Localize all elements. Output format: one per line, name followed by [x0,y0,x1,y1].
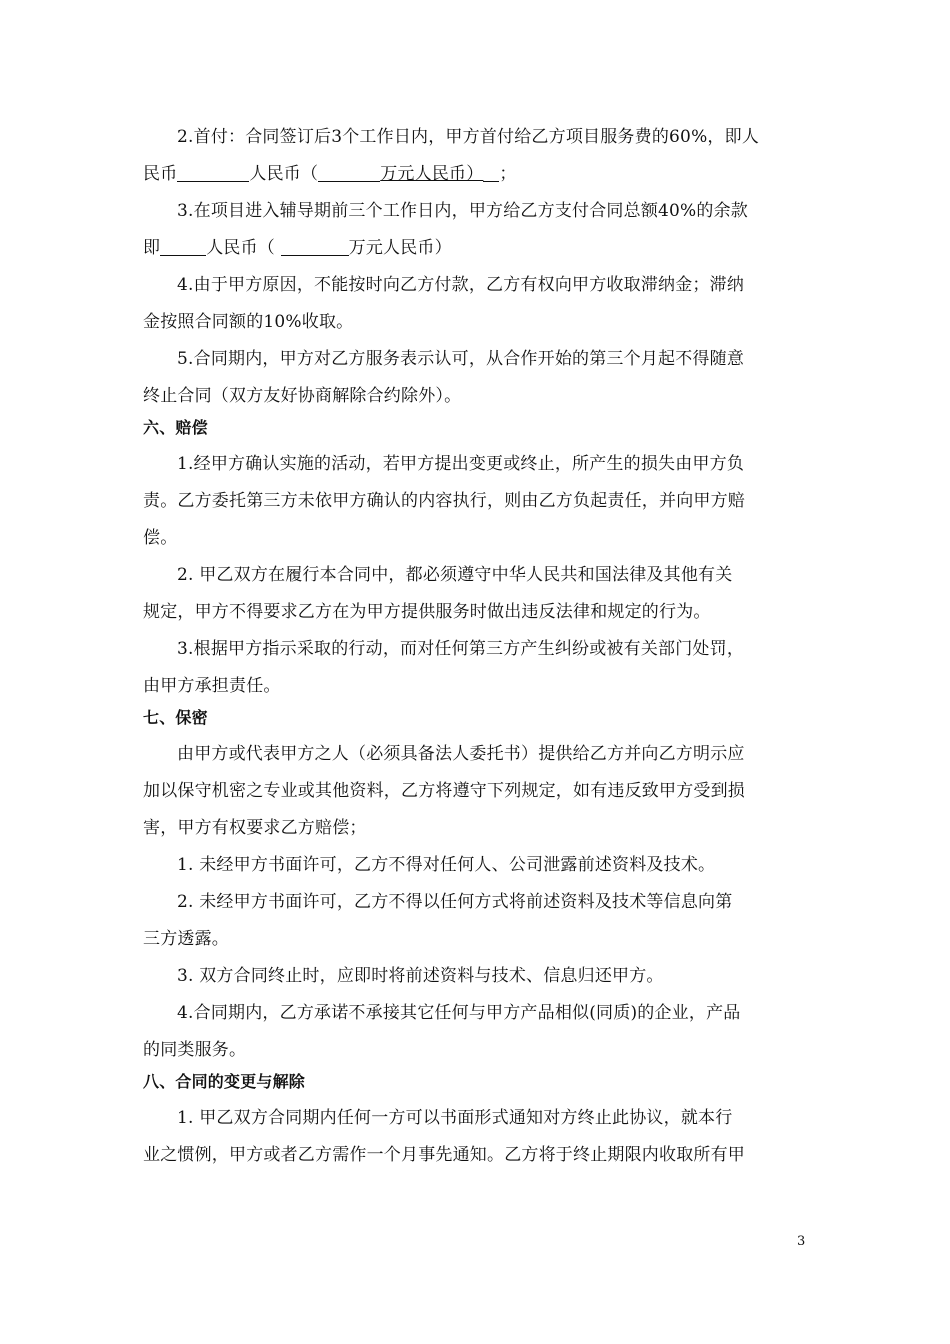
clause-7-2-line-2: 三方透露。 [143,929,229,949]
clause-6-3-line-1: 3.根据甲方指示采取的行动，而对任何第三方产生纠纷或被有关部门处罚， [177,639,745,659]
clause-5-3-line-2 [143,237,452,259]
clause-6-3-line-2: 由甲方承担责任。 [143,676,281,696]
text: 即 [143,238,161,258]
clause-6-1-line-1: 1.经甲方确认实施的活动，若甲方提出变更或终止，所产生的损失由甲方负 [177,454,745,474]
clause-8-1-line-2: 业之惯例，甲方或者乙方需作一个月事先通知。乙方将于终止期限内收取所有甲 [143,1145,745,1165]
clause-5-3-line-1: 3.在项目进入辅导期前三个工作日内，甲方给乙方支付合同总额40%的余款 [177,201,749,221]
clause-7-intro-line-3: 害，甲方有权要求乙方赔偿； [143,818,367,838]
clause-6-1-line-3: 偿。 [143,528,178,548]
amount-blank [483,163,499,182]
amount-blank [318,163,380,182]
clause-7-1-line-1: 1. 未经甲方书面许可，乙方不得对任何人、公司泄露前述资料及技术。 [177,855,716,875]
clause-7-4-line-2: 的同类服务。 [143,1040,247,1060]
text: 万元人民币） [348,238,452,258]
amount-blank [177,163,249,182]
section-heading-confidentiality: 七、保密 [143,708,208,727]
clause-7-3-line-1: 3. 双方合同终止时，应即时将前述资料与技术、信息归还甲方。 [177,966,664,986]
text: 人民币（ [206,238,276,258]
section-heading-compensation: 六、赔偿 [143,418,208,437]
clause-6-2-line-2: 规定，甲方不得要求乙方在为甲方提供服务时做出违反法律和规定的行为。 [143,602,711,622]
text: 民币 [143,164,178,184]
text: 万元人民币） [380,164,484,184]
clause-7-2-line-1: 2. 未经甲方书面许可，乙方不得以任何方式将前述资料及技术等信息向第 [177,892,733,912]
clause-6-1-line-2: 责。乙方委托第三方未依甲方确认的内容执行，则由乙方负起责任，并向甲方赔 [143,491,745,511]
clause-6-2-line-1: 2. 甲乙双方在履行本合同中，都必须遵守中华人民共和国法律及其他有关 [177,565,733,585]
clause-5-2-line-1: 2.首付：合同签订后3个工作日内，甲方首付给乙方项目服务费的60%，即人 [177,127,760,147]
clause-5-2-line-2 [143,163,517,185]
amount-blank [160,237,206,256]
clause-5-5-line-2: 终止合同（双方友好协商解除合约除外）。 [143,386,462,406]
clause-5-4-line-1: 4.由于甲方原因，不能按时向乙方付款，乙方有权向甲方收取滞纳金；滞纳 [177,275,745,295]
amount-blank [281,237,349,256]
clause-5-4-line-2: 金按照合同额的10%收取。 [143,312,354,332]
clause-8-1-line-1: 1. 甲乙双方合同期内任何一方可以书面形式通知对方终止此协议，就本行 [177,1108,733,1128]
clause-7-intro-line-2: 加以保守机密之专业或其他资料，乙方将遵守下列规定，如有违反致甲方受到损 [143,781,745,801]
clause-7-intro-line-1: 由甲方或代表甲方之人（必须具备法人委托书）提供给乙方并向乙方明示应 [177,744,745,764]
clause-7-4-line-1: 4.合同期内，乙方承诺不承接其它任何与甲方产品相似(同质)的企业，产品 [177,1003,741,1023]
clause-5-5-line-1: 5.合同期内，甲方对乙方服务表示认可，从合作开始的第三个月起不得随意 [177,349,745,369]
text: ； [499,164,517,184]
page-number: 3 [797,1234,806,1249]
section-heading-modification: 八、合同的变更与解除 [143,1072,306,1091]
text: 人民币（ [249,164,319,184]
